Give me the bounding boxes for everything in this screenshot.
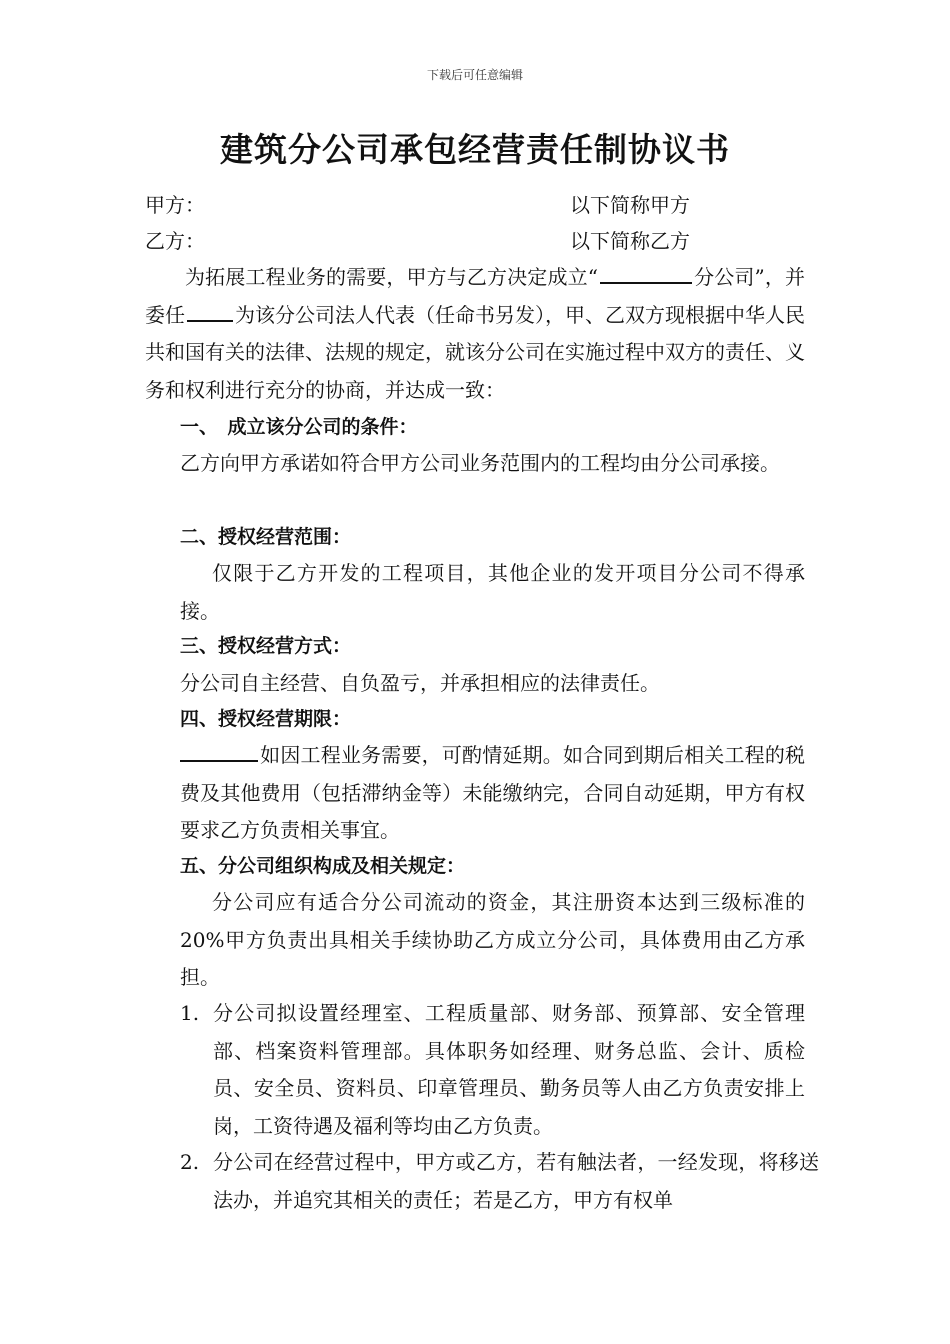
party-a-line [145, 187, 690, 223]
item-1-text: 分公司拟设置经理室、工程质量部、财务部、预算部、安全管理部、档案资料管理部。具体职务如经理、财务总监、会计、质检员、安全员、资料员、印章管理员、勤务员等人由乙方负责安排上岗，工资待遇及福利等均由乙方负责。 [213, 1001, 805, 1138]
document-title: 建筑分公司承包经营责任制协议书 [220, 130, 730, 169]
party-b-value: 以下简称乙方 [570, 229, 690, 253]
section-5-heading: 五、分公司组织构成及相关规定： [180, 855, 466, 877]
branch-name-blank[interactable] [600, 262, 692, 284]
section-4-body: 如因工程业务需要，可酌情延期。如合同到期后相关工程的税费及其他费用（包括滞纳金等）未能缴纳完，合同自动延期，甲方有权要求乙方负责相关事宜。 [180, 743, 805, 842]
section-3-heading: 三、授权经营方式： [180, 635, 352, 657]
item-2-text: 分公司在经营过程中，甲方或乙方，若有触法者，一经发现，将移送法办，并追究其相关的责任；若是乙方，甲方有权单 [213, 1150, 819, 1212]
party-a-label: 甲方： [145, 193, 205, 217]
party-b-label: 乙方： [145, 229, 205, 253]
section-1-heading: 一、 成立该分公司的条件： [180, 416, 418, 438]
item-2-number: 2. [180, 1150, 200, 1174]
section-3-body: 分公司自主经营、自负盈亏，并承担相应的法律责任。 [180, 671, 660, 695]
representative-blank[interactable] [187, 300, 233, 322]
intro-paragraph [145, 259, 805, 409]
intro-text-2: 分公司”，并委任 [145, 265, 805, 327]
party-b-line [145, 223, 690, 259]
section-1-body: 乙方向甲方承诺如符合甲方公司业务范围内的工程均由分公司承接。 [180, 451, 780, 475]
intro-text-1: 为拓展工程业务的需要，甲方与乙方决定成立“ [185, 265, 598, 289]
section-2-body: 仅限于乙方开发的工程项目，其他企业的发开项目分公司不得承接。 [180, 561, 805, 623]
section-5-body: 分公司应有适合分公司流动的资金，其注册资本达到三级标准的20%甲方负责出具相关手续协助乙方成立分公司，具体费用由乙方承担。 [180, 890, 805, 989]
party-a-value: 以下简称甲方 [570, 193, 690, 217]
section-4-heading: 四、授权经营期限： [180, 708, 352, 730]
section-2-heading: 二、授权经营范围： [180, 526, 352, 548]
intro-text-3: 为该分公司法人代表（任命书另发），甲、乙双方现根据中华人民共和国有关的法律、法规的规定，就该分公司在实施过程中双方的责任、义务和权利进行充分的协商，并达成一致： [145, 302, 805, 402]
header-note: 下载后可任意编辑 [426, 68, 523, 82]
term-blank[interactable] [180, 740, 258, 762]
section-4-body-wrap [180, 737, 805, 850]
item-1-number: 1. [180, 1001, 200, 1025]
